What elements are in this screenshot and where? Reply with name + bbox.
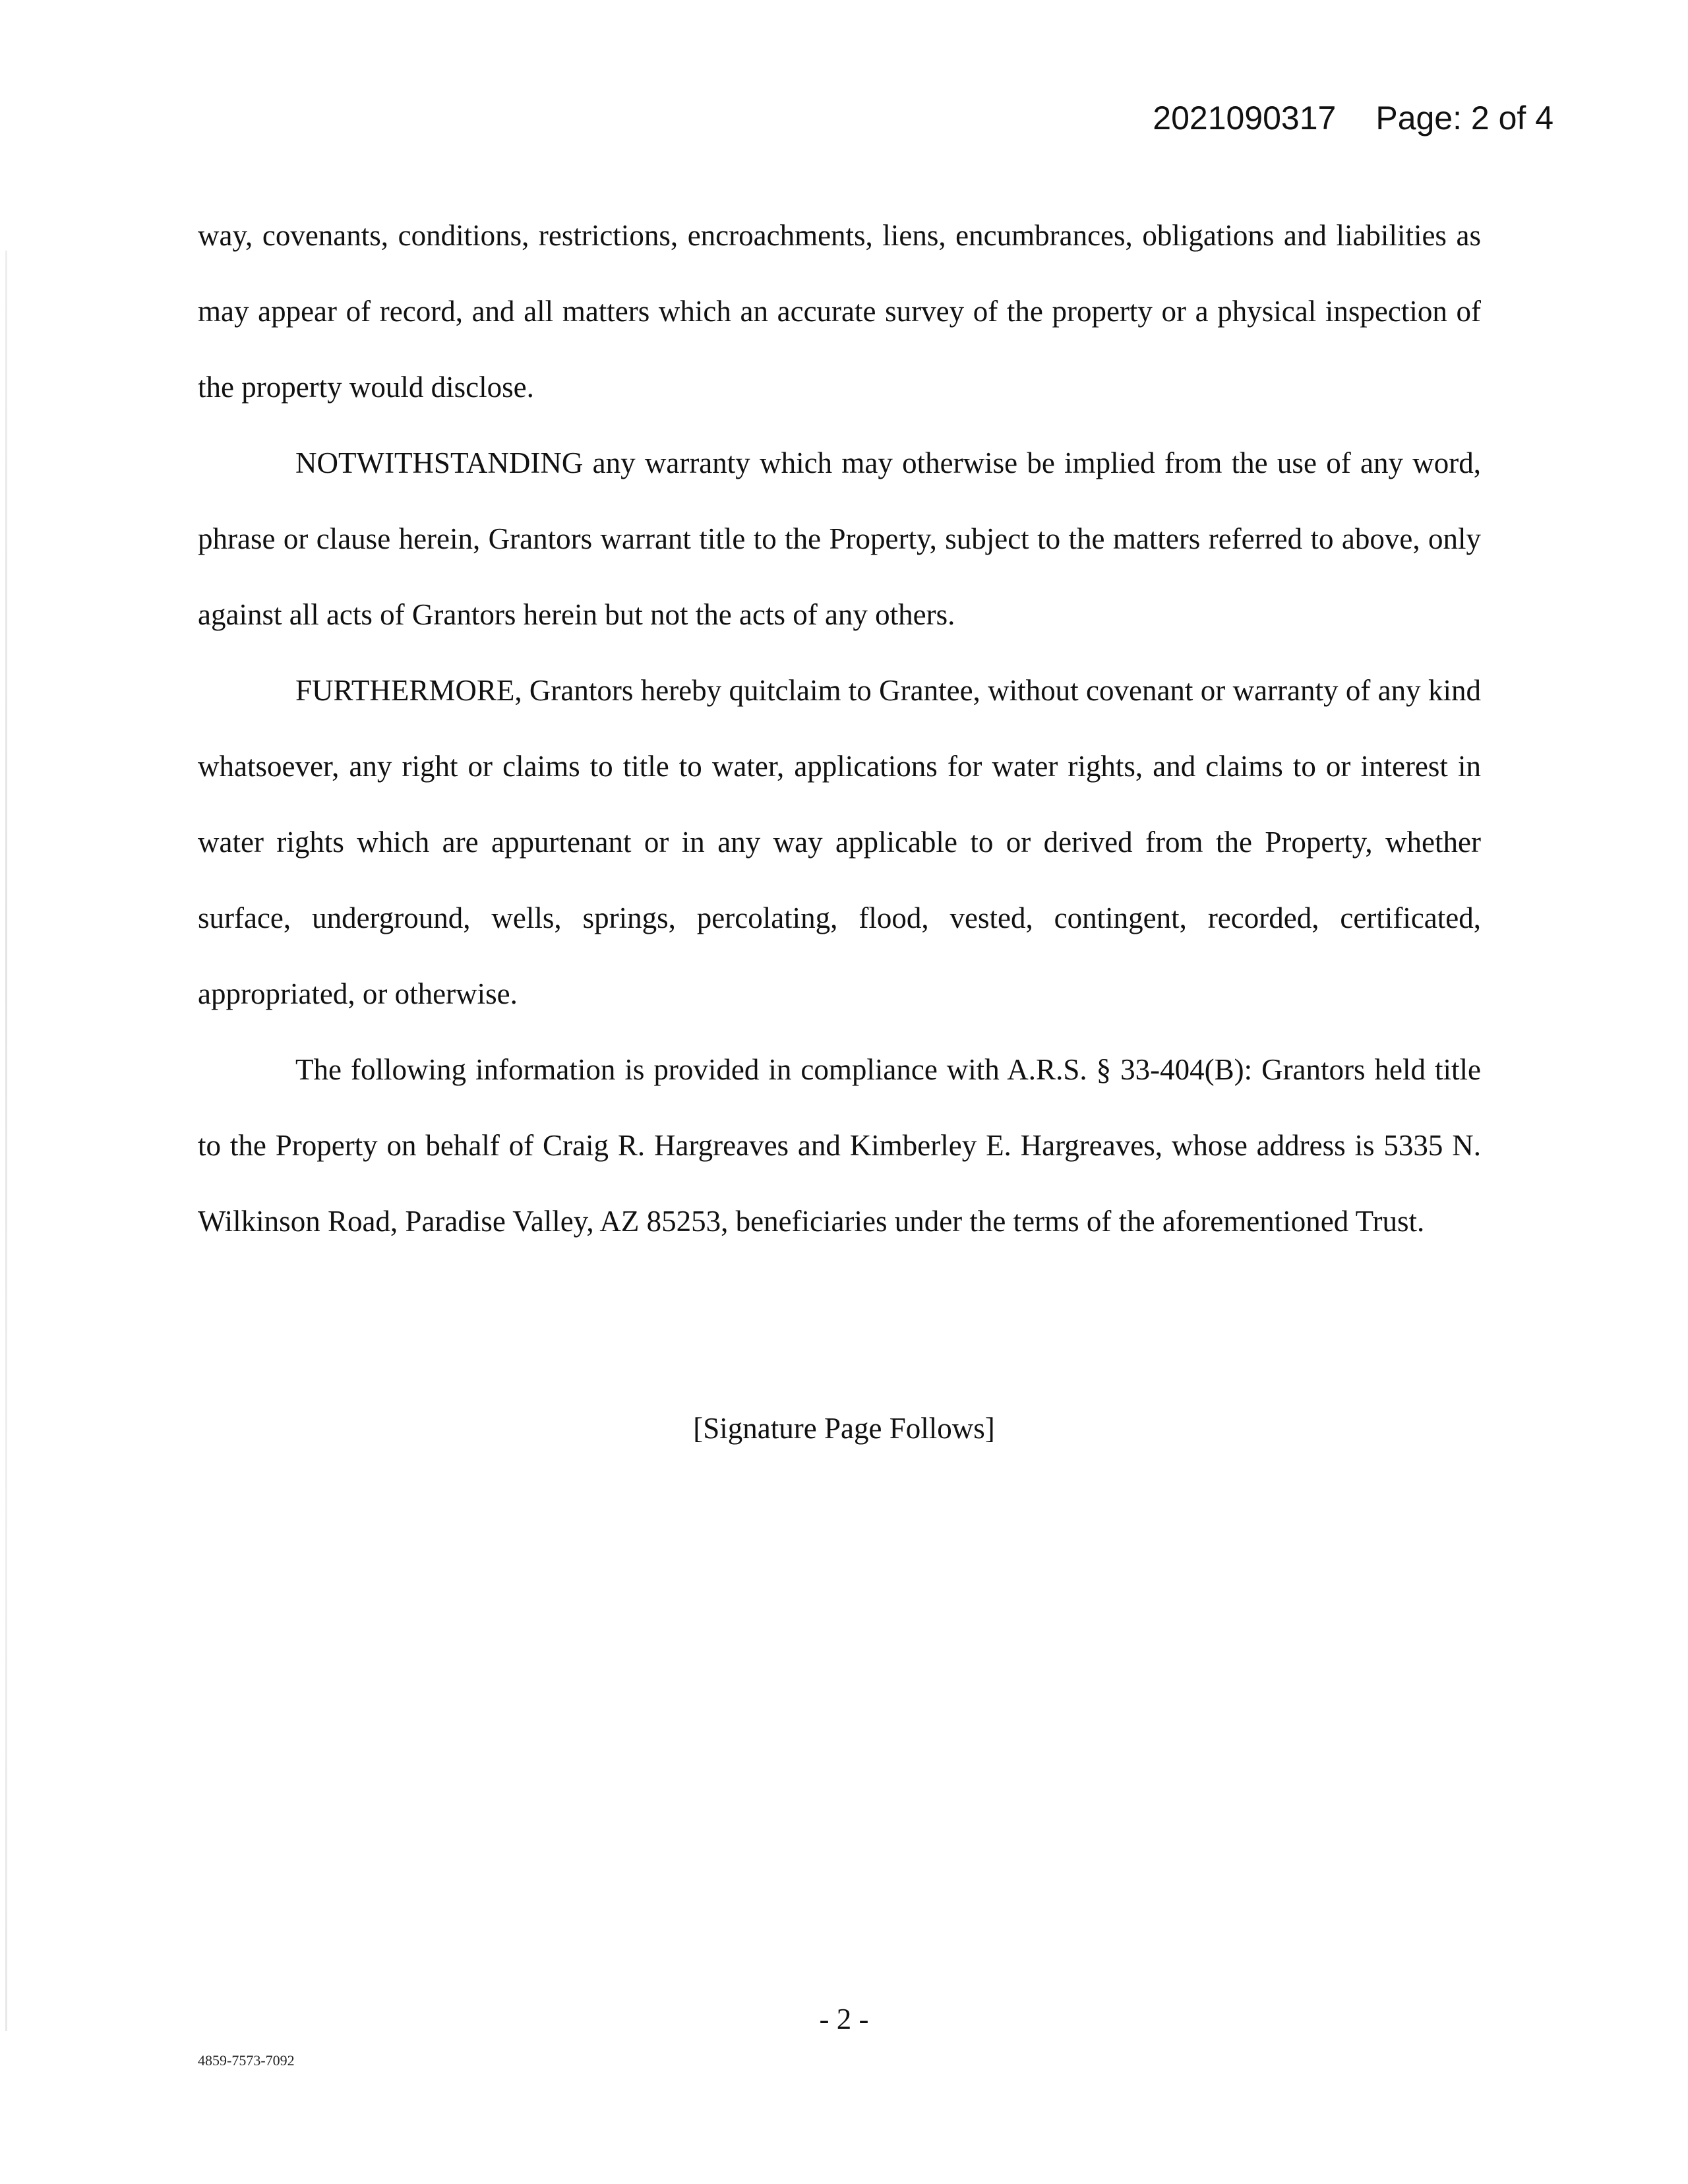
signature-page-note: [Signature Page Follows] xyxy=(693,1412,995,1445)
page-indicator: Page: 2 of 4 xyxy=(1375,100,1553,136)
recording-header xyxy=(1153,99,1553,137)
document-id: 4859-7573-7092 xyxy=(198,2052,295,2069)
page-number: - 2 - xyxy=(819,2003,869,2036)
paragraph-compliance: The following information is provided in compliance with A.R.S. § 33-404(B): Grantors held title to the Property on behalf of Craig R. Hargreaves and Kimberley E. Hargreaves, whose address is 5335 N. Wilkinson Road, Paradise Valley, AZ 85253, beneficiaries under the terms of the aforementioned Trust. xyxy=(198,1053,1481,1238)
deed-body xyxy=(198,198,1481,1259)
recording-number: 2021090317 xyxy=(1153,100,1337,136)
paragraph-notwithstanding: NOTWITHSTANDING any warranty which may otherwise be implied from the use of any word, phrase or clause herein, Grantors warrant title to the Property, subject to the matters referred to above, only against all acts of Grantors herein but not the acts of any others. xyxy=(198,446,1481,631)
paragraph-furthermore: FURTHERMORE, Grantors hereby quitclaim to Grantee, without covenant or warranty of any kind whatsoever, any right or claims to title to water, applications for water rights, and claims to or interest in water rights which are appurtenant or in any way applicable to or derived from the Property, whether surface, underground, wells, springs, percolating, flood, vested, contingent, recorded, certificated, appropriated, or otherwise. xyxy=(198,674,1481,1010)
paragraph-continuation: way, covenants, conditions, restrictions, encroachments, liens, encumbrances, obligations and liabilities as may appear of record, and all matters which an accurate survey of the property or a physical inspection of the property would disclose. xyxy=(198,219,1481,404)
scan-edge-artifact xyxy=(5,251,7,2031)
